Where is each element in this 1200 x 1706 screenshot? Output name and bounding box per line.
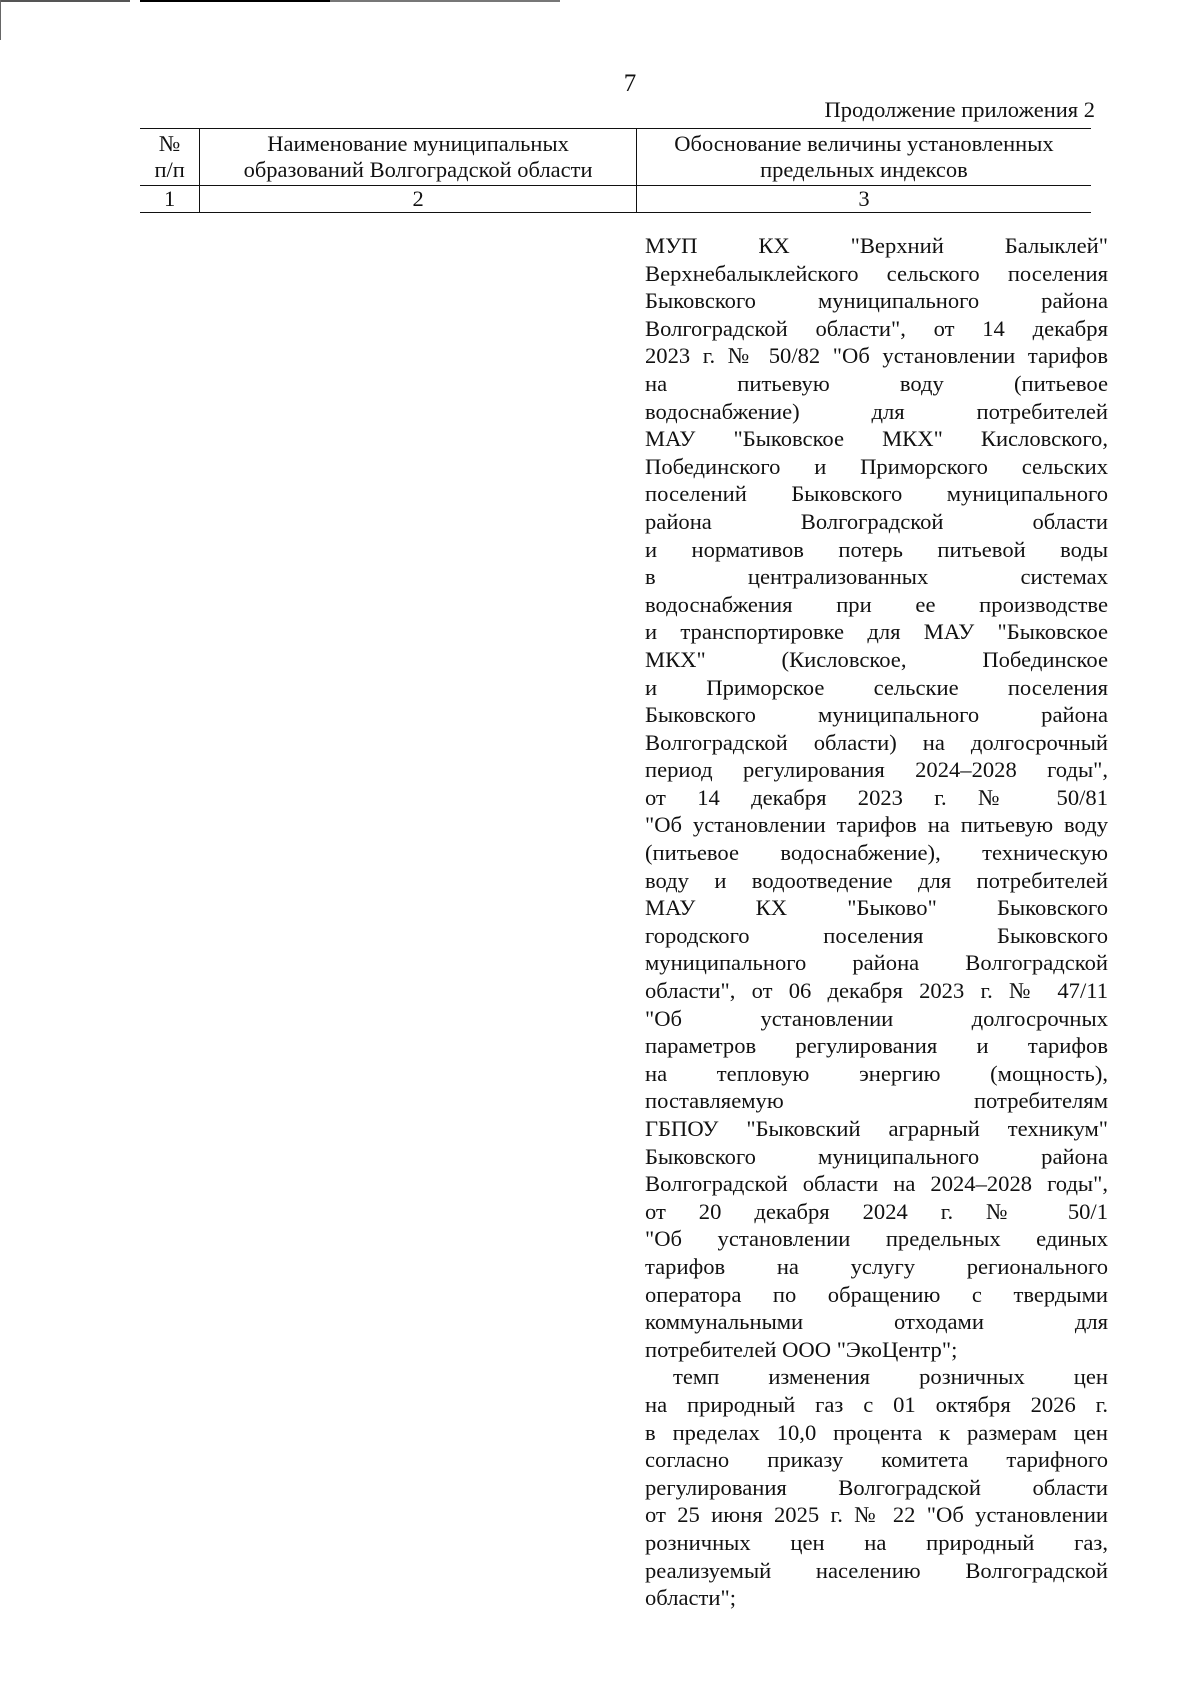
justification-text <box>645 232 1108 1612</box>
text-line: тарифов на услугу регионального <box>645 1253 1108 1279</box>
appendix-table <box>140 128 1091 213</box>
text-line: 2023 г. № 50/82 "Об установлении тарифов <box>645 343 1108 369</box>
text-line: в пределах 10,0 процента к размерам цен <box>645 1419 1108 1445</box>
text-line: поставляемую потребителям <box>645 1088 1108 1114</box>
text-line: и нормативов потерь питьевой воды <box>645 536 1108 562</box>
continuation-label: Продолжение приложения 2 <box>824 97 1095 122</box>
text-line: Верхнебалыклейского сельского поселения <box>645 260 1108 286</box>
text-line: (питьевое водоснабжение), техническую <box>645 840 1108 866</box>
text-line: на питьевую воду (питьевое <box>645 370 1108 396</box>
text-line: Волгоградской области", от 14 декабря <box>645 315 1108 341</box>
column-number-3: 3 <box>636 186 1091 213</box>
text-line: воду и водоотведение для потребителей <box>645 867 1108 893</box>
header-number-line1: № <box>158 131 181 156</box>
text-line: коммунальными отходами для <box>645 1309 1108 1335</box>
column-number-row <box>140 186 1091 213</box>
text-line: Быковского муниципального района <box>645 1143 1108 1169</box>
text-line: реализуемый населению Волгоградской <box>645 1557 1108 1583</box>
text-line: "Об установлении долгосрочных <box>645 1005 1108 1031</box>
table-header-row <box>140 129 1091 186</box>
text-line: темп изменения розничных цен <box>673 1364 1108 1390</box>
text-line: на тепловую энергию (мощность), <box>645 1060 1108 1086</box>
text-line: МАУ КХ "Быково" Быковского <box>645 895 1108 921</box>
column-number-1: 1 <box>140 186 200 213</box>
header-number-line2: п/п <box>154 157 185 182</box>
text-line: от 20 декабря 2024 г. № 50/1 <box>645 1198 1108 1224</box>
scan-edge-top <box>0 0 1200 2</box>
text-line: "Об установлении тарифов на питьевую воду <box>645 812 1108 838</box>
scan-edge-left <box>0 0 1 40</box>
header-number <box>140 129 200 186</box>
text-line: области", от 06 декабря 2023 г. № 47/11 <box>645 978 1108 1004</box>
text-line: и транспортировке для МАУ "Быковское <box>645 619 1108 645</box>
text-line: водоснабжения при ее производстве <box>645 591 1108 617</box>
column-number-2: 2 <box>200 186 637 213</box>
header-municipality <box>200 129 637 186</box>
text-line: розничных цен на природный газ, <box>645 1529 1108 1555</box>
text-line: района Волгоградской области <box>645 508 1108 534</box>
header-justification <box>636 129 1091 186</box>
page-number: 7 <box>623 70 637 97</box>
text-line: водоснабжение) для потребителей <box>645 398 1108 424</box>
text-line: в централизованных системах <box>645 564 1108 590</box>
header-justification-line2: предельных индексов <box>760 157 968 182</box>
text-line: МАУ "Быковское МКХ" Кисловского, <box>645 426 1108 452</box>
text-line: на природный газ с 01 октября 2026 г. <box>645 1391 1108 1417</box>
text-line: муниципального района Волгоградской <box>645 950 1108 976</box>
header-justification-line1: Обоснование величины установленных <box>674 131 1054 156</box>
text-line: период регулирования 2024–2028 годы", <box>645 757 1108 783</box>
text-line: МКХ" (Кисловское, Побединское <box>645 646 1108 672</box>
text-line: от 25 июня 2025 г. № 22 "Об установлении <box>645 1502 1108 1528</box>
header-municipality-line2: образований Волгоградской области <box>243 157 593 182</box>
text-line: Быковского муниципального района <box>645 288 1108 314</box>
text-line: потребителей ООО "ЭкоЦентр"; <box>645 1336 958 1362</box>
text-line: параметров регулирования и тарифов <box>645 1033 1108 1059</box>
text-line: Побединского и Приморского сельских <box>645 453 1108 479</box>
text-line: Волгоградской области на 2024–2028 годы", <box>645 1171 1108 1197</box>
text-line: Быковского муниципального района <box>645 702 1108 728</box>
text-line: от 14 декабря 2023 г. № 50/81 <box>645 784 1108 810</box>
text-line: Волгоградской области) на долгосрочный <box>645 729 1108 755</box>
text-line: "Об установлении предельных единых <box>645 1226 1108 1252</box>
text-line: поселений Быковского муниципального <box>645 481 1108 507</box>
text-line: согласно приказу комитета тарифного <box>645 1447 1108 1473</box>
header-municipality-line1: Наименование муниципальных <box>267 131 569 156</box>
paragraph-gas-prices <box>645 1363 1108 1611</box>
text-line: ГБПОУ "Быковский аграрный техникум" <box>645 1116 1108 1141</box>
text-line: регулирования Волгоградской области <box>645 1474 1108 1500</box>
text-line: оператора по обращению с твердыми <box>645 1281 1108 1307</box>
paragraph-tariff-orders <box>645 232 1108 1363</box>
text-line: и Приморское сельские поселения <box>645 674 1108 700</box>
text-line: области"; <box>645 1585 737 1611</box>
text-line: городского поселения Быковского <box>645 922 1108 948</box>
text-line: МУП КХ "Верхний Балыклей" <box>645 233 1108 258</box>
